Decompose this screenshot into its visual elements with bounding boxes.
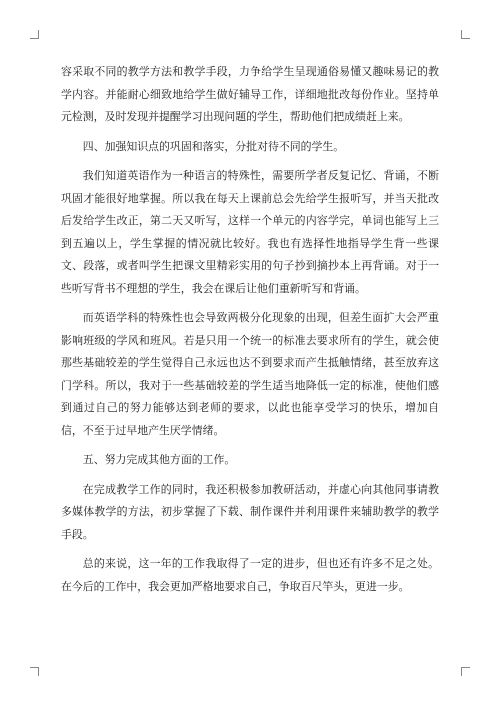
section-heading-4: 四、加强知识点的巩固和落实，分批对待不同的学生。 (82, 139, 345, 153)
paragraph-conclusion: 总的来说，这一年的工作我取得了一定的进步，但也还有许多不足之处。在今后的工作中，我会更加严格地要求自己，争取百尺竿头，更进一步。 (61, 557, 439, 593)
paragraph: 而英语学科的特殊性也会导致两极分化现象的出现，但差生面扩大会严重影响班级的学风和班风。若是只用一个统一的标准去要求所有的学生，就会使那些基础较差的学生觉得自己永远也达不到要求而产生抵触情绪，甚至放弃这门学科。所以，我对于一些基础较差的学生适当地降低一定的标准，使他们感到通过自己的努力能够达到老师的要求，以此也能享受学习的快乐，增加自信，不至于过早地产生厌学情绪。 (61, 311, 439, 437)
crop-mark-bottom-left (30, 667, 39, 676)
crop-mark-top-left (30, 30, 39, 39)
paragraph-continued: 容采取不同的教学方法和教学手段，力争给学生呈现通俗易懂又趣味易记的教学内容。并能耐心细致地给学生做好辅导工作，详细地批改每份作业。坚持单元检测，及时发现并提醒学习出现问题的学生，帮助他们把成绩赶上来。 (61, 65, 439, 123)
section-heading-5: 五、努力完成其他方面的工作。 (82, 453, 236, 466)
document-body (61, 61, 439, 605)
crop-mark-bottom-right (461, 667, 470, 676)
crop-mark-top-right (461, 30, 470, 39)
paragraph: 在完成教学工作的同时，我还积极参加教研活动，并虚心向其他同事请教多媒体教学的方法，初步掌握了下载、制作课件并利用课件来辅助教学的教学手段。 (61, 482, 439, 541)
paragraph: 我们知道英语作为一种语言的特殊性，需要所学者反复记忆、背诵，不断巩固才能很好地掌握。所以我在每天上课前总会先给学生报听写，并当天批改后发给学生改正，第二天又听写，这样一个单元的内容学完，单词也能写上三到五遍以上，学生掌握的情况就比较好。我也有选择性地指导学生背一些课文、段落，或者叫学生把课文里精彩实用的句子抄到摘抄本上再背诵。对于一些听写背书不理想的学生，我会在课后让他们重新听写和背诵。 (61, 169, 439, 295)
